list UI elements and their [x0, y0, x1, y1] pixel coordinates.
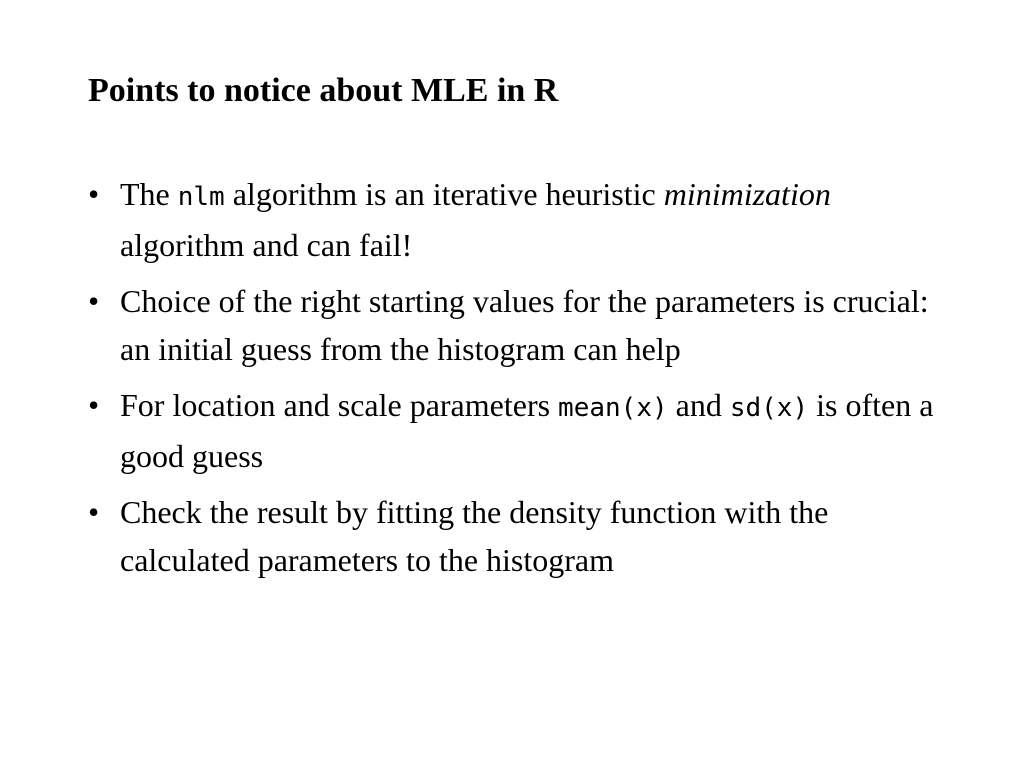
bullet-item-location-scale	[88, 381, 948, 480]
bullet-item-starting-values	[88, 277, 948, 373]
bullet-text: algorithm is an iterative heuristic	[224, 176, 664, 212]
bullet-list	[88, 170, 948, 592]
bullet-text: Check the result by fitting the density function with the calculated parameters to the histogram	[120, 494, 829, 578]
code-mean: mean(x)	[558, 393, 668, 423]
bullet-text: is often a good guess	[120, 387, 934, 474]
emphasis-minimization: minimization	[663, 176, 831, 212]
slide-title: Points to notice about MLE in R	[88, 72, 559, 109]
bullet-text: Choice of the right starting values for the parameters is crucial: an initial guess from the histogram can help	[120, 283, 929, 367]
bullet-text: The	[120, 176, 178, 212]
bullet-dot: •	[88, 283, 100, 319]
bullet-dot: •	[88, 387, 100, 423]
bullet-item-nlm	[88, 170, 948, 269]
bullet-text: For location and scale parameters	[120, 387, 559, 423]
bullet-text: algorithm and can fail!	[120, 227, 413, 263]
bullet-dot: •	[88, 494, 100, 530]
code-nlm: nlm	[177, 182, 225, 212]
bullet-dot: •	[88, 176, 100, 212]
code-sd: sd(x)	[729, 393, 809, 423]
bullet-item-check-result	[88, 488, 948, 584]
bullet-text: and	[667, 387, 730, 423]
